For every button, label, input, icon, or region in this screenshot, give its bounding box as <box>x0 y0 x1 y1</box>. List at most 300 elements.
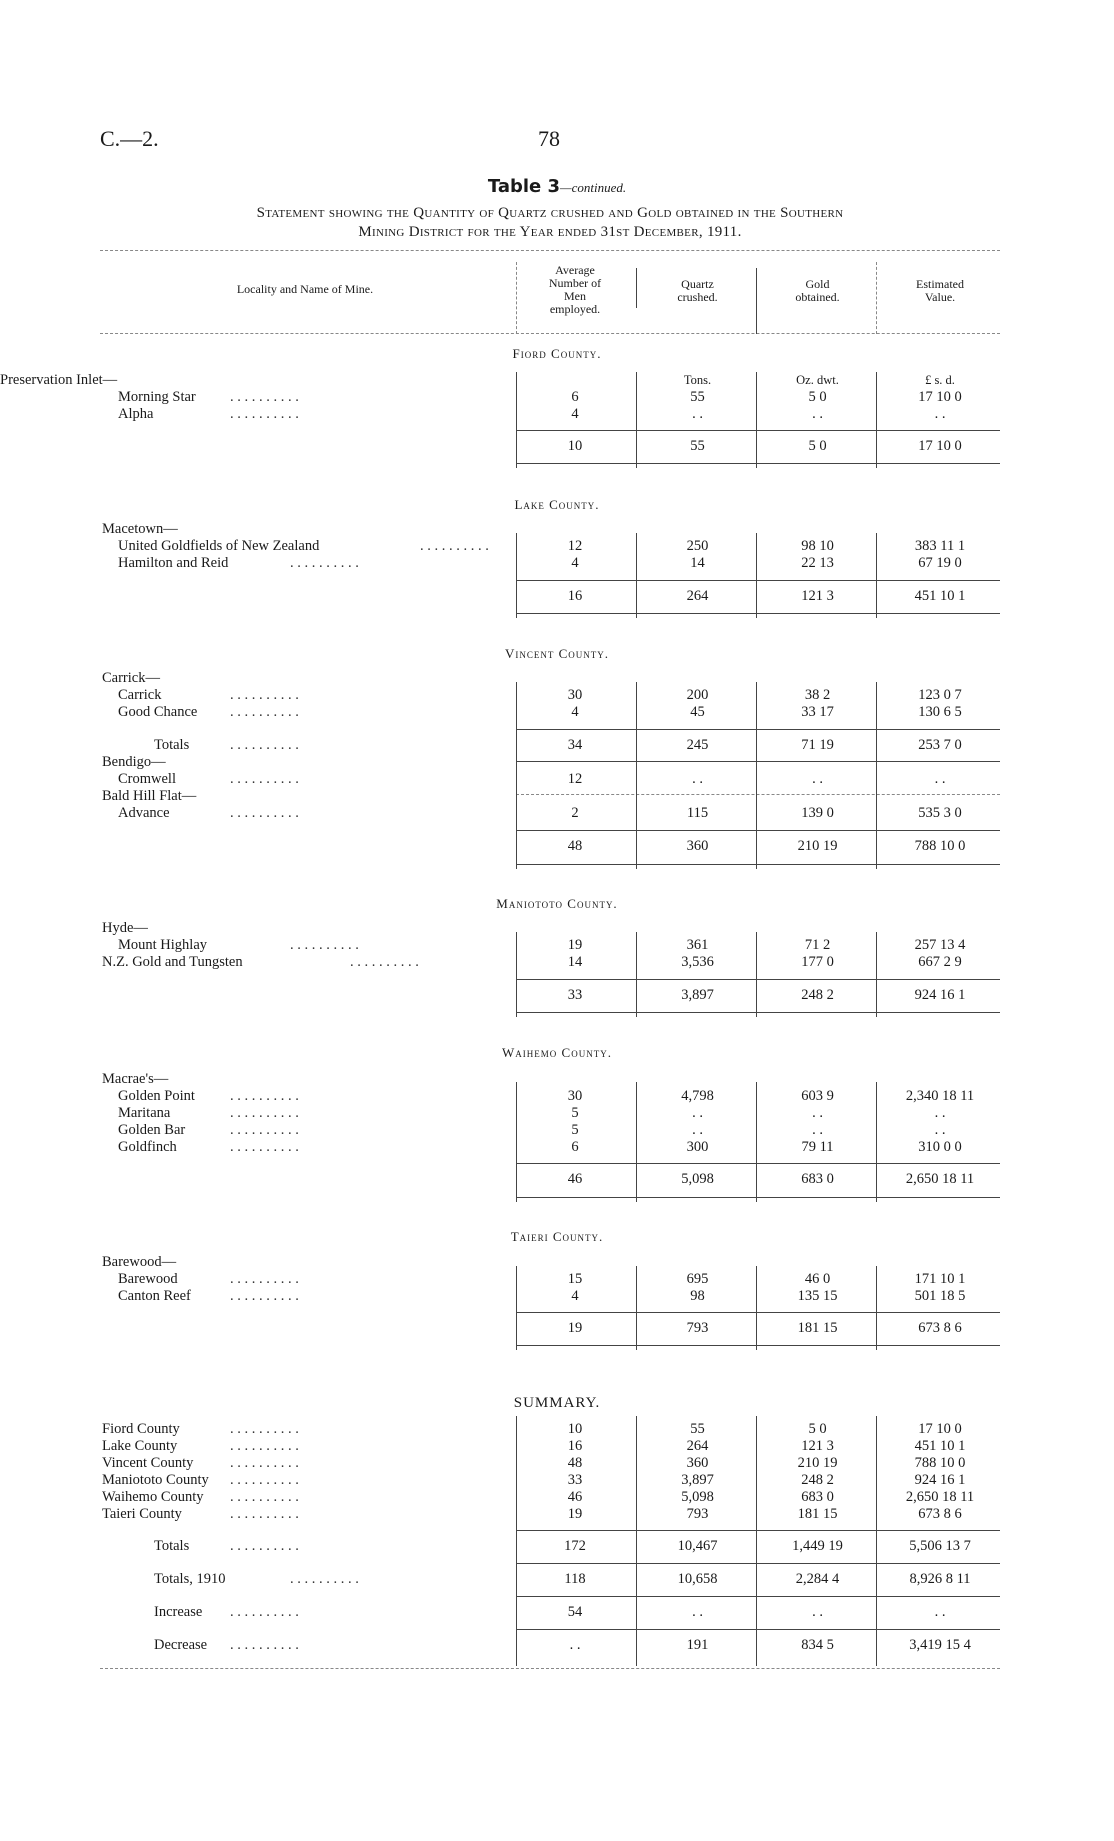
value-total-1910: 8,926 8 11 <box>909 1571 971 1587</box>
quartz-value: 115 <box>686 805 709 821</box>
county-total-row <box>0 987 1114 1004</box>
locality-row <box>0 521 1114 538</box>
column-divider <box>636 1082 637 1202</box>
dot-leader: . . . . . . . . . . <box>230 1288 299 1304</box>
column-divider <box>756 1082 757 1202</box>
summary-rule <box>516 1530 1000 1531</box>
quartz-total: 55 <box>690 438 705 454</box>
men-value: 4 <box>571 406 579 422</box>
summary-row <box>0 1421 1114 1438</box>
estimated-value: . . <box>934 406 946 422</box>
men-value: 4 <box>571 704 579 720</box>
value-total: 673 8 6 <box>918 1320 962 1336</box>
men-value: 19 <box>567 937 583 953</box>
estimated-value: 451 10 1 <box>914 1438 966 1454</box>
value-total: 451 10 1 <box>914 588 966 604</box>
county-total-row <box>0 588 1114 605</box>
column-divider <box>636 533 637 618</box>
quartz-total: 5,098 <box>681 1171 714 1187</box>
col-men-1: Average <box>555 263 595 277</box>
quartz-value: 264 <box>686 1438 709 1454</box>
gold-total: 5 0 <box>808 438 827 454</box>
men-value: 30 <box>567 1088 583 1104</box>
table-row <box>0 389 1114 406</box>
gold-total: 248 2 <box>801 987 834 1003</box>
table-row <box>0 555 1114 572</box>
dot-leader: . . . . . . . . . . <box>230 1506 299 1522</box>
column-divider <box>516 1266 517 1350</box>
dot-leader: . . . . . . . . . . <box>420 538 489 554</box>
county-heading: Lake County. <box>514 497 600 512</box>
mine-name: Barewood <box>118 1271 178 1287</box>
gold-total: 121 3 <box>801 588 834 604</box>
quartz-decrease: 191 <box>686 1637 709 1653</box>
value-total: 17 10 0 <box>918 438 962 454</box>
quartz-value: . . <box>692 406 703 422</box>
col-men-4: employed. <box>549 302 601 316</box>
estimated-value: . . <box>934 1122 946 1138</box>
quartz-value: 300 <box>686 1139 709 1155</box>
column-divider <box>876 1416 877 1666</box>
quartz-total: 10,467 <box>677 1538 718 1554</box>
county-name: Vincent County <box>102 1455 194 1471</box>
col-locality: Locality and Name of Mine. <box>236 282 374 296</box>
gold-decrease: 834 5 <box>801 1637 834 1653</box>
estimated-value: . . <box>934 771 946 787</box>
quartz-value: 361 <box>686 937 709 953</box>
subtotal-rule <box>516 729 1000 730</box>
men-total: 10 <box>567 438 583 454</box>
summary-rule <box>516 1563 1000 1564</box>
locality-label: Macetown— <box>102 521 178 537</box>
summary-row <box>0 1472 1114 1489</box>
summary-row <box>0 1455 1114 1472</box>
locality-label: Bendigo— <box>102 754 166 770</box>
quartz-value: 45 <box>690 704 705 720</box>
men-value: 30 <box>567 687 583 703</box>
quartz-value: 200 <box>686 687 709 703</box>
dot-leader: . . . . . . . . . . <box>230 1122 299 1138</box>
quartz-total: 264 <box>686 588 709 604</box>
dot-leader: . . . . . . . . . . <box>230 1088 299 1104</box>
gold-value: 210 19 <box>797 1455 838 1471</box>
locality-row <box>0 670 1114 687</box>
quartz-subtotal: 245 <box>686 737 709 753</box>
total-rule <box>516 1163 1000 1164</box>
col-quartz-2: crushed. <box>677 290 718 304</box>
col-value-1: Estimated <box>916 277 964 291</box>
mine-name: Golden Bar <box>118 1122 186 1138</box>
dot-leader: . . . . . . . . . . <box>350 954 419 970</box>
quartz-total: 360 <box>686 838 709 854</box>
men-value: 16 <box>567 1438 583 1454</box>
gold-value: 79 11 <box>801 1139 834 1155</box>
quartz-increase: . . <box>692 1604 703 1620</box>
document-reference: C.—2. <box>100 126 159 151</box>
dot-leader: . . . . . . . . . . <box>230 1455 299 1471</box>
table-row <box>0 805 1114 822</box>
table-row <box>0 1088 1114 1105</box>
totals-1910-label: Totals, 1910 <box>154 1571 226 1587</box>
table-row <box>0 1139 1114 1156</box>
dot-leader: . . . . . . . . . . <box>230 1105 299 1121</box>
locality-row <box>0 754 1114 771</box>
men-value: 46 <box>567 1489 583 1505</box>
estimated-value: 67 19 0 <box>918 555 962 571</box>
total-rule <box>516 580 1000 581</box>
subtotal-label: Totals <box>154 737 190 753</box>
column-divider <box>876 533 877 618</box>
gold-value: 139 0 <box>801 805 834 821</box>
col-quartz-1: Quartz <box>681 277 714 291</box>
men-subtotal: 34 <box>567 737 583 753</box>
county-name: Lake County <box>102 1438 178 1454</box>
dot-leader: . . . . . . . . . . <box>230 1489 299 1505</box>
col-men-3: Men <box>564 289 586 303</box>
gold-value: 177 0 <box>801 954 834 970</box>
men-total: 16 <box>567 588 583 604</box>
dot-leader: . . . . . . . . . . <box>290 555 359 571</box>
quartz-value: . . <box>692 1105 703 1121</box>
summary-rule <box>516 1629 1000 1630</box>
estimated-value: 2,340 18 11 <box>905 1088 975 1104</box>
gold-value: 248 2 <box>801 1472 834 1488</box>
locality-label: Carrick— <box>102 670 160 686</box>
total-rule <box>516 430 1000 431</box>
county-total-row <box>0 1320 1114 1337</box>
page-number: 78 <box>538 126 560 151</box>
county-heading: Fiord County. <box>512 346 602 361</box>
total-rule <box>516 1197 1000 1198</box>
column-divider <box>876 932 877 1017</box>
gold-value: 181 15 <box>797 1506 838 1522</box>
county-heading: Waihemo County. <box>502 1045 612 1060</box>
quartz-value: 3,897 <box>681 1472 714 1488</box>
locality-row <box>0 920 1114 937</box>
dot-leader: . . . . . . . . . . <box>230 389 299 405</box>
quartz-value: . . <box>692 771 703 787</box>
men-value: 10 <box>567 1421 583 1437</box>
men-value: 12 <box>567 771 583 787</box>
header-divider <box>516 262 517 334</box>
quartz-value: 14 <box>690 555 705 571</box>
gold-value: 46 0 <box>804 1271 831 1287</box>
men-value: 48 <box>567 1455 583 1471</box>
column-divider <box>516 682 517 869</box>
gold-increase: . . <box>812 1604 823 1620</box>
quartz-value: 360 <box>686 1455 709 1471</box>
quartz-value: 793 <box>686 1506 709 1522</box>
estimated-value: 535 3 0 <box>918 805 962 821</box>
totals-label: Totals <box>154 1538 190 1554</box>
column-divider <box>756 1266 757 1350</box>
summary-increase-row <box>0 1604 1114 1621</box>
gold-value: . . <box>812 406 823 422</box>
estimated-value: 123 0 7 <box>918 687 962 703</box>
col-quartz <box>640 278 755 304</box>
gold-value: 683 0 <box>801 1489 834 1505</box>
column-divider <box>516 932 517 1017</box>
gold-subtotal: 71 19 <box>801 737 834 753</box>
gold-value: 98 10 <box>801 538 834 554</box>
estimated-value: 2,650 18 11 <box>905 1489 975 1505</box>
header-bottom-rule <box>100 333 1000 334</box>
quartz-total: 793 <box>686 1320 709 1336</box>
quartz-total-1910: 10,658 <box>677 1571 718 1587</box>
increase-label: Increase <box>154 1604 203 1620</box>
table-row <box>0 687 1114 704</box>
locality-label: Macrae's— <box>102 1071 169 1087</box>
mine-name: Mount Highlay <box>118 937 208 953</box>
mine-name: Good Chance <box>118 704 198 720</box>
estimated-value: 130 6 5 <box>918 704 962 720</box>
men-increase: 54 <box>567 1604 583 1620</box>
men-value: 12 <box>567 538 583 554</box>
table-row <box>0 1105 1114 1122</box>
dot-leader: . . . . . . . . . . <box>290 937 359 953</box>
men-value: 33 <box>567 1472 583 1488</box>
column-divider <box>756 533 757 618</box>
estimated-value: 924 16 1 <box>914 1472 966 1488</box>
dot-leader: . . . . . . . . . . <box>230 1438 299 1454</box>
men-total: 46 <box>567 1171 583 1187</box>
dot-leader: . . . . . . . . . . <box>230 704 299 720</box>
total-rule <box>516 463 1000 464</box>
county-name: Taieri County <box>102 1506 182 1522</box>
statement-heading <box>100 204 1000 242</box>
quartz-value: 5,098 <box>681 1489 714 1505</box>
locality-label: Hyde— <box>102 920 148 936</box>
summary-row <box>0 1506 1114 1523</box>
gold-value: . . <box>812 771 823 787</box>
total-rule <box>516 830 1000 831</box>
men-value: 4 <box>571 1288 579 1304</box>
column-divider <box>636 682 637 869</box>
quartz-value: 695 <box>686 1271 709 1287</box>
table-row <box>0 704 1114 721</box>
county-heading: Maniototo County. <box>496 896 618 911</box>
statement-line-2: Mining District for the Year ended 31st December, 1911. <box>358 224 742 240</box>
dot-leader: . . . . . . . . . . <box>230 687 299 703</box>
summary-decrease-row <box>0 1637 1114 1654</box>
estimated-value: . . <box>934 1105 946 1121</box>
mine-name: Maritana <box>118 1105 171 1121</box>
men-total: 172 <box>564 1538 586 1554</box>
total-rule <box>516 1312 1000 1313</box>
quartz-value: . . <box>692 1122 703 1138</box>
column-divider <box>516 1416 517 1666</box>
column-divider <box>756 932 757 1017</box>
estimated-value: 310 0 0 <box>918 1139 962 1155</box>
quartz-value: 55 <box>690 389 705 405</box>
gold-value: 5 0 <box>808 1421 827 1437</box>
value-total: 5,506 13 7 <box>909 1538 971 1554</box>
county-heading: Taieri County. <box>510 1229 604 1244</box>
dot-leader: . . . . . . . . . . <box>230 1604 299 1620</box>
county-heading: Vincent County. <box>504 646 610 661</box>
value-total: 788 10 0 <box>914 838 966 854</box>
dot-leader: . . . . . . . . . . <box>290 1571 359 1587</box>
gold-value: 603 9 <box>801 1088 834 1104</box>
col-gold <box>760 278 875 304</box>
quartz-total: 3,897 <box>681 987 714 1003</box>
col-men-2: Number of <box>548 276 602 290</box>
column-divider <box>876 682 877 869</box>
gold-total: 683 0 <box>801 1171 834 1187</box>
decrease-label: Decrease <box>154 1637 208 1653</box>
quartz-value: 250 <box>686 538 709 554</box>
gold-total: 181 15 <box>797 1320 838 1336</box>
gold-total-1910: 2,284 4 <box>795 1571 840 1587</box>
col-gold-2: obtained. <box>795 290 840 304</box>
gold-value: 121 3 <box>801 1438 834 1454</box>
header-divider <box>636 268 637 308</box>
total-rule <box>516 613 1000 614</box>
mine-name: Cromwell <box>118 771 176 787</box>
table-row <box>0 1271 1114 1288</box>
header-divider <box>756 268 757 334</box>
total-rule <box>516 864 1000 865</box>
column-divider <box>636 1416 637 1666</box>
men-value: 6 <box>571 1139 579 1155</box>
mine-name: United Goldfields of New Zealand <box>118 538 320 554</box>
gold-value: 135 15 <box>797 1288 838 1304</box>
total-rule <box>516 1345 1000 1346</box>
gold-value: 33 17 <box>801 704 834 720</box>
units-value: £ s. d. <box>925 373 955 387</box>
men-value: 19 <box>567 1506 583 1522</box>
column-divider <box>876 1082 877 1202</box>
col-value-2: Value. <box>924 290 956 304</box>
subtotal-row <box>0 737 1114 754</box>
gold-value: . . <box>812 1105 823 1121</box>
top-rule <box>100 250 1000 251</box>
gold-value: 5 0 <box>808 389 827 405</box>
mine-name: Goldfinch <box>118 1139 177 1155</box>
statement-line-1: Statement showing the Quantity of Quartz crushed and Gold obtained in the Southern <box>256 205 844 221</box>
units-row <box>0 372 1114 388</box>
total-rule <box>516 1012 1000 1013</box>
estimated-value: 171 10 1 <box>914 1271 966 1287</box>
men-value: 14 <box>567 954 583 970</box>
units-quartz: Tons. <box>683 373 712 387</box>
column-divider <box>516 533 517 618</box>
men-value: 2 <box>571 805 579 821</box>
locality-row <box>0 1254 1114 1271</box>
dot-leader: . . . . . . . . . . <box>230 1421 299 1437</box>
dot-leader: . . . . . . . . . . <box>230 771 299 787</box>
estimated-value: 788 10 0 <box>914 1455 966 1471</box>
mine-name: Advance <box>118 805 170 821</box>
header-divider <box>876 262 877 334</box>
summary-totals-1910-row <box>0 1571 1114 1588</box>
table-row <box>0 771 1114 788</box>
table-row <box>0 538 1114 555</box>
gold-value: 71 2 <box>804 937 831 953</box>
locality-row <box>0 788 1114 805</box>
dot-leader: . . . . . . . . . . <box>230 1472 299 1488</box>
men-value: 5 <box>571 1122 579 1138</box>
column-divider <box>756 372 757 468</box>
summary-rule <box>516 1596 1000 1597</box>
column-divider <box>636 1266 637 1350</box>
quartz-value: 55 <box>690 1421 705 1437</box>
table-title-main: Table 3 <box>487 176 561 197</box>
estimated-value: 667 2 9 <box>918 954 962 970</box>
value-decrease: 3,419 15 4 <box>909 1637 971 1653</box>
mine-name: Golden Point <box>118 1088 195 1104</box>
men-total: 19 <box>567 1320 583 1336</box>
table-row <box>0 406 1114 423</box>
gold-value: 38 2 <box>804 687 831 703</box>
dot-leader: . . . . . . . . . . <box>230 1271 299 1287</box>
gold-value: 22 13 <box>801 555 834 571</box>
locality-label: Bald Hill Flat— <box>102 788 197 804</box>
gold-total: 1,449 19 <box>792 1538 843 1554</box>
estimated-value: 17 10 0 <box>918 1421 962 1437</box>
column-divider <box>516 1082 517 1202</box>
dot-leader: . . . . . . . . . . <box>230 406 299 422</box>
men-total-1910: 118 <box>564 1571 586 1587</box>
value-total: 2,650 18 11 <box>905 1171 975 1187</box>
estimated-value: 501 18 5 <box>914 1288 966 1304</box>
men-total: 33 <box>567 987 583 1003</box>
locality-label: Preservation Inlet— <box>0 372 118 388</box>
county-name: Fiord County <box>102 1421 180 1437</box>
table-row <box>0 954 1114 971</box>
mine-name: N.Z. Gold and Tungsten <box>102 954 243 970</box>
county-name: Maniototo County <box>102 1472 209 1488</box>
mine-name: Carrick <box>118 687 162 703</box>
summary-totals-row <box>0 1538 1114 1555</box>
county-total-row <box>0 438 1114 455</box>
gold-value: . . <box>812 1122 823 1138</box>
men-value: 5 <box>571 1105 579 1121</box>
mine-name: Alpha <box>118 406 154 422</box>
county-total-row <box>0 1171 1114 1188</box>
column-divider <box>876 1266 877 1350</box>
men-total: 48 <box>567 838 583 854</box>
dot-leader: . . . . . . . . . . <box>230 805 299 821</box>
column-divider <box>876 372 877 468</box>
estimated-value: 673 8 6 <box>918 1506 962 1522</box>
table-title <box>0 176 1114 197</box>
county-name: Waihemo County <box>102 1489 204 1505</box>
bottom-rule <box>100 1668 1000 1669</box>
col-men <box>520 264 630 316</box>
table-row <box>0 1288 1114 1305</box>
estimated-value: 17 10 0 <box>918 389 962 405</box>
men-value: 4 <box>571 555 579 571</box>
gold-total: 210 19 <box>797 838 838 854</box>
table-row <box>0 1122 1114 1139</box>
total-rule <box>516 979 1000 980</box>
column-divider <box>516 372 517 468</box>
dot-leader: . . . . . . . . . . <box>230 737 299 753</box>
summary-row <box>0 1489 1114 1506</box>
value-subtotal: 253 7 0 <box>918 737 962 753</box>
table-row <box>0 937 1114 954</box>
units-gold: Oz. dwt. <box>796 373 839 387</box>
value-total: 924 16 1 <box>914 987 966 1003</box>
dot-leader: . . . . . . . . . . <box>230 1538 299 1554</box>
table-title-suffix: —continued. <box>560 180 627 195</box>
quartz-value: 3,536 <box>681 954 714 970</box>
quartz-value: 98 <box>690 1288 705 1304</box>
men-value: 15 <box>567 1271 583 1287</box>
estimated-value: 383 11 1 <box>914 538 966 554</box>
estimated-value: 257 13 4 <box>914 937 966 953</box>
